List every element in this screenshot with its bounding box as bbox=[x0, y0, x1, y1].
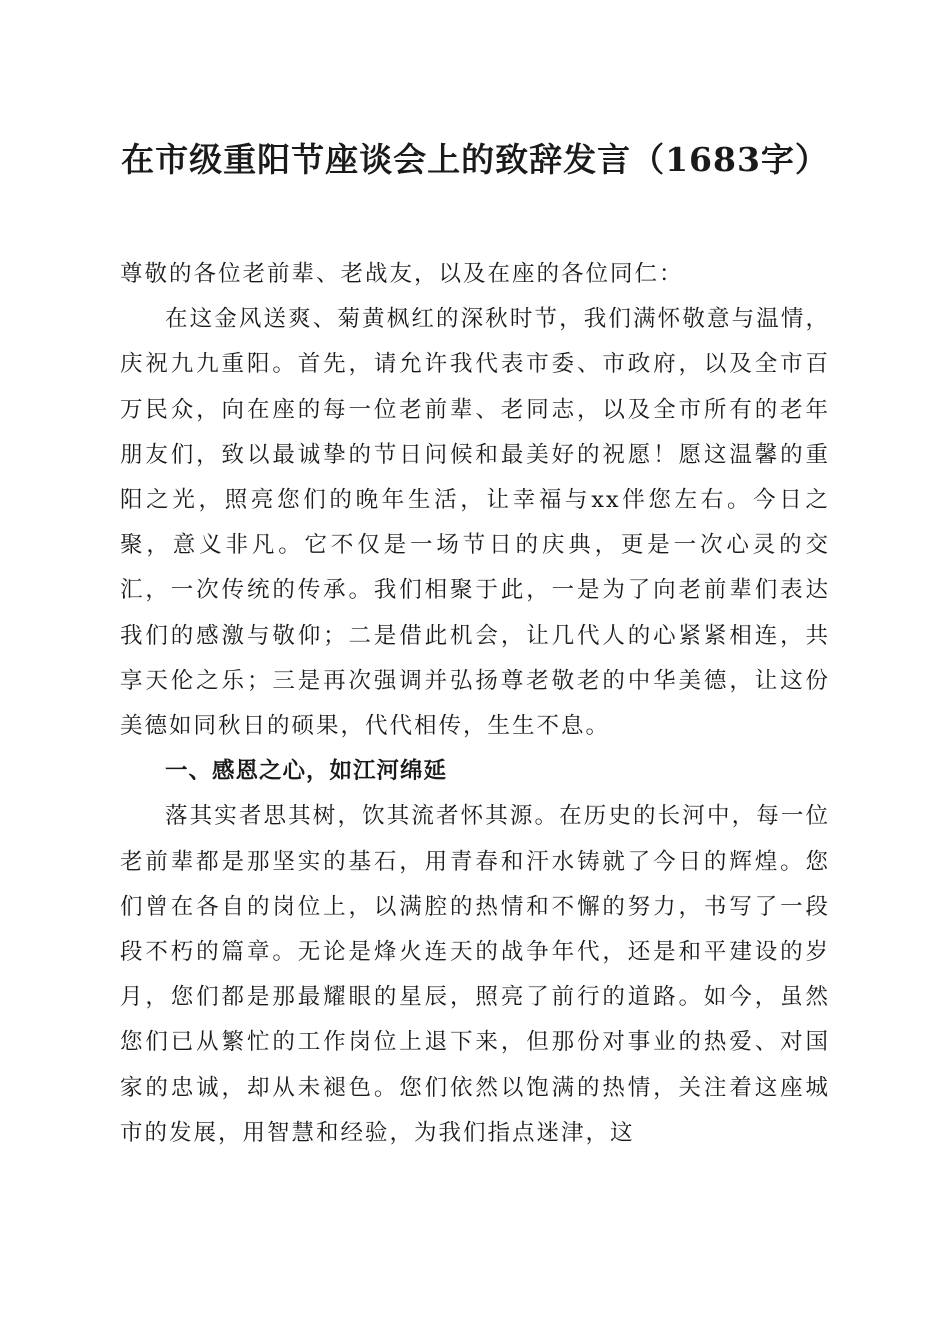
paragraph-1: 在这金风送爽、菊黄枫红的深秋时节，我们满怀敬意与温情，庆祝九九重阳。首先，请允许我代表市委、市政府，以及全市百万民众，向在座的每一位老前辈、老同志，以及全市所有的老年朋友们，致以最诚挚的节日问候和最美好的祝愿！愿这温馨的重阳之光，照亮您们的晚年生活，让幸福与xx伴您左右。今日之聚，意义非凡。它不仅是一场节日的庆典，更是一次心灵的交汇，一次传统的传承。我们相聚于此，一是为了向老前辈们表达我们的感激与敬仰；二是借此机会，让几代人的心紧紧相连，共享天伦之乐；三是再次强调并弘扬尊老敬老的中华美德，让这份美德如同秋日的硕果，代代相传，生生不息。 bbox=[120, 306, 830, 740]
salutation: 尊敬的各位老前辈、老战友，以及在座的各位同仁： bbox=[120, 261, 684, 287]
paragraph-2: 落其实者思其树，饮其流者怀其源。在历史的长河中，每一位老前辈都是那坚实的基石，用青春和汗水铸就了今日的辉煌。您们曾在各自的岗位上，以满腔的热情和不懈的努力，书写了一段段不朽的篇章。无论是烽火连天的战争年代，还是和平建设的岁月，您们都是那最耀眼的星辰，照亮了前行的道路。如今，虽然您们已从繁忙的工作岗位上退下来，但那份对事业的热爱、对国家的忠诚，却从未褪色。您们依然以饱满的热情，关注着这座城市的发展，用智慧和经验，为我们指点迷津，这 bbox=[120, 803, 830, 1146]
document-body bbox=[120, 252, 830, 1156]
document-title: 在市级重阳节座谈会上的致辞发言（1683字） bbox=[121, 140, 829, 179]
section-heading-1: 一、感恩之心，如江河绵延 bbox=[165, 758, 448, 785]
